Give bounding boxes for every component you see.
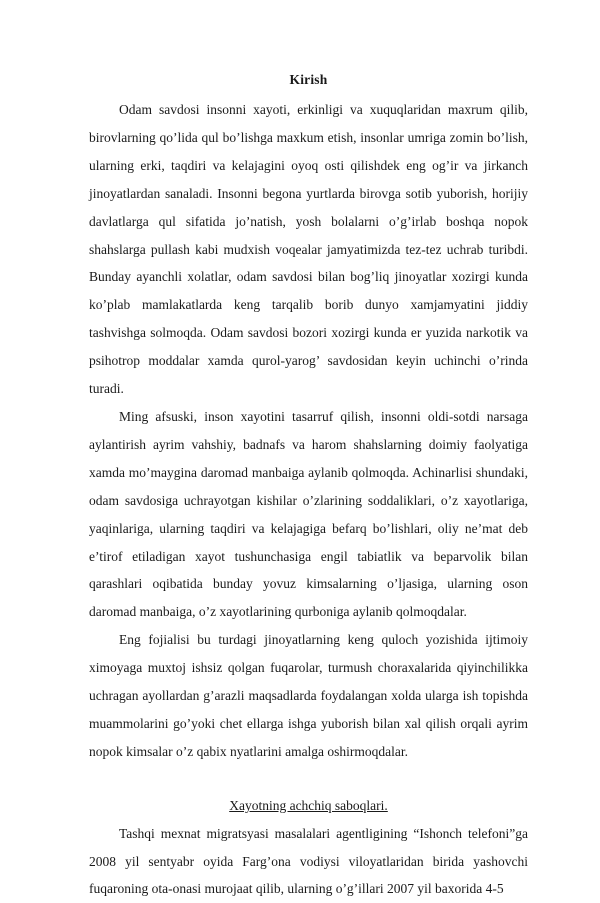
section-spacer xyxy=(89,766,528,792)
section-paragraph: Tashqi mexnat migratsyasi masalalari agentligining “Ishonch telefoni”ga 2008 yil sentyabr oyida Farg’ona vodiysi viloyatlaridan birida yashovchi fuqaroning ota-onasi murojaat qilib, ularning o’g’illari 2007 yil baxorida 4-5 xyxy=(89,825,528,897)
section-heading: Xayotning achchiq saboqlari. xyxy=(229,797,388,813)
paragraph-intro: Odam savdosi insonni xayoti, erkinligi va xuquqlaridan maxrum qilib, birovlarning qo’lida qul bo’lishga maxkum etish, insonlar umriga zomin bo’lish, ularning erki, taqdiri va kelajagini oyoq osti qilishdek eng og’ir va jirkanch jinoyatlardan sanaladi. Insonni begona yurtlarda birovga sotib yuborish, horijiy davlatlarga qul sifatida jo’natish, yosh bolalarni o’g’irlab boshqa nopok shahslarga pullash kabi mudxish voqealar jamyatimizda tez-tez uchrab turibdi. Bunday ayanchli xolatlar, odam savdosi bilan bog’liq jinoyatlar xozirgi kunda ko’plab mamlakatlarda keng tarqalib borib dunyo xamjamyatini jiddiy tashvishga solmoqda. Odam savdosi bozori xozirgi kunda er yuzida narkotik va psihotrop moddalar xamda qurol-yarog’ savdosidan keyin uchinchi o’rinda turadi. xyxy=(89,102,528,397)
paragraph-third: Eng fojialisi bu turdagi jinoyatlarning keng quloch yozishida ijtimoiy ximoyaga muxtoj ishsiz qolgan fuqarolar, turmush choraxalarida qiyinchilikka uchragan ayollardan g’arazli maqsadlarda foydalangan xolda ularga ish topishda muammolarini go’yoki chet ellarga ishga yuborish bilan xal qilish orqali ayrim nopok kimsalar o’z qabix nyatlarini amalga oshirmoqdalar. xyxy=(89,632,528,759)
document-body xyxy=(89,70,528,903)
paragraph-second: Ming afsuski, inson xayotini tasarruf qilish, insonni oldi-sotdi narsaga aylantirish ayrim vahshiy, badnafs va harom shahslarning doimiy faolyatiga xamda mo’maygina daromad manbaiga aylanib qolmoqda. Achinarlisi shundaki, odam savdosiga uchrayotgan kishilar o’zlarining soddaliklari, o’z xayotlariga, yaqinlariga, ularning taqdiri va kelajagiga befarq bo’lishlari, oliy ne’mat deb e’tirof etiladigan xayot tushunchasiga engil tabiatlik va beparvolik bilan qarashlari oqibatida bunday yovuz kimsalarning o’ljasiga, ularning oson daromad manbaiga, o’z xayotlarining qurboniga aylanib qolmoqdalar. xyxy=(89,408,528,620)
document-title: Kirish xyxy=(289,72,328,87)
